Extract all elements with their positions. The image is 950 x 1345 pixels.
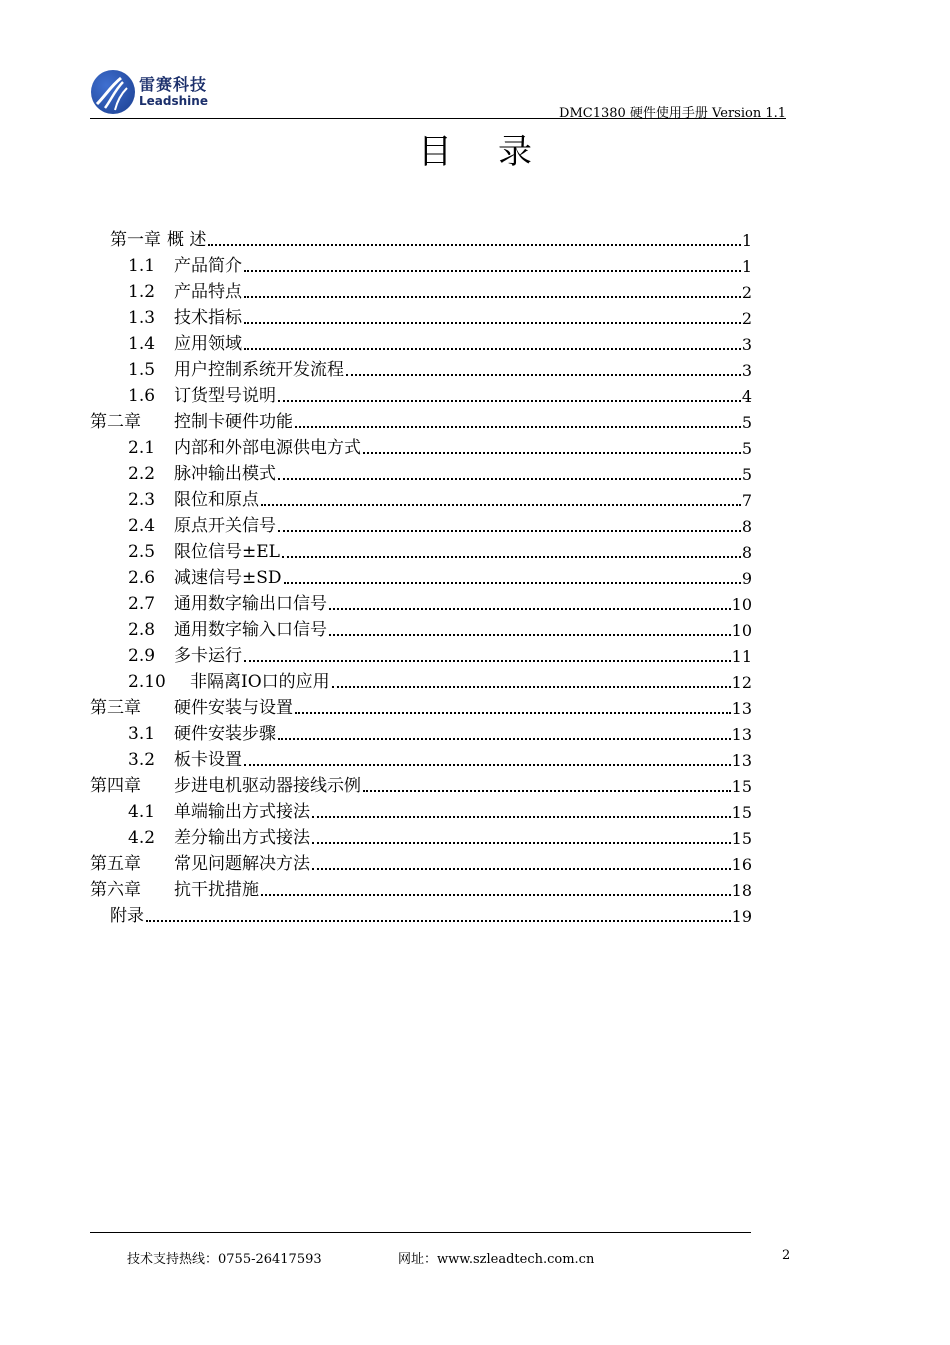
toc-dot-leader bbox=[332, 685, 731, 688]
toc-entry[interactable] bbox=[90, 692, 752, 718]
toc-entry-page: 1 bbox=[741, 257, 752, 276]
toc-entry-page: 13 bbox=[731, 725, 752, 744]
toc-entry-page: 13 bbox=[731, 751, 752, 770]
toc-entry[interactable] bbox=[90, 770, 752, 796]
toc-dot-leader bbox=[346, 373, 741, 376]
toc-dot-leader bbox=[278, 737, 731, 740]
toc-entry-title: 抗干扰措施 bbox=[174, 880, 259, 900]
toc-dot-leader bbox=[329, 607, 731, 610]
document-header-title: DMC1380 硬件使用手册 Version 1.1 bbox=[559, 106, 786, 121]
toc-entry-page: 10 bbox=[731, 621, 752, 640]
toc-entry-title: 概 述 bbox=[167, 230, 207, 250]
toc-entry-page: 15 bbox=[731, 777, 752, 796]
toc-entry-number: 2.5 bbox=[128, 542, 156, 562]
toc-entry[interactable] bbox=[90, 562, 752, 588]
toc-entry-number: 1.4 bbox=[128, 334, 156, 354]
toc-entry-title: 限位信号±EL bbox=[174, 542, 280, 562]
toc-entry-title: 非隔离IO口的应用 bbox=[190, 672, 330, 692]
toc-entry-title: 通用数字输入口信号 bbox=[174, 620, 327, 640]
toc-entry-page: 19 bbox=[731, 907, 752, 926]
toc-entry-title: 通用数字输出口信号 bbox=[174, 594, 327, 614]
footer-divider bbox=[90, 1232, 751, 1233]
toc-dot-leader bbox=[244, 659, 731, 662]
toc-entry-title: 脉冲输出模式 bbox=[174, 464, 276, 484]
toc-entry-page: 7 bbox=[741, 491, 752, 510]
toc-entry-number: 2.3 bbox=[128, 490, 156, 510]
toc-entry-page: 2 bbox=[741, 309, 752, 328]
toc-dot-leader bbox=[244, 269, 741, 272]
toc-entry-page: 1 bbox=[741, 231, 752, 250]
toc-entry-page: 3 bbox=[741, 335, 752, 354]
toc-entry-number: 2.8 bbox=[128, 620, 156, 640]
toc-entry[interactable] bbox=[90, 484, 752, 510]
toc-entry-title: 硬件安装与设置 bbox=[174, 698, 293, 718]
toc-entry-page: 10 bbox=[731, 595, 752, 614]
company-logo bbox=[91, 70, 208, 114]
toc-entry-page: 5 bbox=[741, 465, 752, 484]
toc-entry-number: 第三章 bbox=[90, 698, 141, 718]
toc-entry-number: 1.3 bbox=[128, 308, 156, 328]
toc-entry[interactable] bbox=[90, 822, 752, 848]
toc-entry-title: 应用领域 bbox=[174, 334, 242, 354]
toc-entry-number: 3.1 bbox=[128, 724, 156, 744]
toc-entry[interactable] bbox=[90, 458, 752, 484]
toc-entry-page: 16 bbox=[731, 855, 752, 874]
logo-en-text: Leadshine bbox=[139, 94, 208, 108]
toc-entry[interactable] bbox=[90, 796, 752, 822]
toc-entry-number: 第一章 bbox=[110, 230, 161, 250]
toc-entry[interactable] bbox=[90, 744, 752, 770]
toc-entry-page: 13 bbox=[731, 699, 752, 718]
toc-dot-leader bbox=[282, 555, 741, 558]
toc-entry-page: 18 bbox=[731, 881, 752, 900]
toc-entry-number: 第五章 bbox=[90, 854, 141, 874]
toc-dot-leader bbox=[312, 815, 731, 818]
toc-entry-title: 技术指标 bbox=[174, 308, 242, 328]
toc-entry-page: 12 bbox=[731, 673, 752, 692]
toc-entry[interactable] bbox=[90, 666, 752, 692]
toc-entry-page: 9 bbox=[741, 569, 752, 588]
toc-entry-title: 单端输出方式接法 bbox=[174, 802, 310, 822]
toc-dot-leader bbox=[261, 893, 731, 896]
toc-entry[interactable] bbox=[90, 276, 752, 302]
toc-entry[interactable] bbox=[90, 848, 752, 874]
toc-entry-page: 15 bbox=[731, 803, 752, 822]
toc-entry-title: 减速信号±SD bbox=[174, 568, 282, 588]
toc-entry-number: 1.1 bbox=[128, 256, 156, 276]
toc-dot-leader bbox=[312, 841, 731, 844]
leadshine-logo-icon bbox=[91, 70, 135, 114]
toc-entry-title: 控制卡硬件功能 bbox=[174, 412, 293, 432]
toc-entry-number: 第六章 bbox=[90, 880, 141, 900]
toc-dot-leader bbox=[312, 867, 731, 870]
toc-dot-leader bbox=[363, 789, 731, 792]
toc-dot-leader bbox=[284, 581, 741, 584]
toc-entry-number: 2.6 bbox=[128, 568, 156, 588]
toc-entry-number: 1.6 bbox=[128, 386, 156, 406]
toc-entry-number: 3.2 bbox=[128, 750, 156, 770]
toc-dot-leader bbox=[363, 451, 741, 454]
toc-entry-title: 限位和原点 bbox=[174, 490, 259, 510]
toc-dot-leader bbox=[244, 763, 731, 766]
toc-entry-title: 多卡运行 bbox=[174, 646, 242, 666]
toc-entry[interactable] bbox=[90, 718, 752, 744]
table-of-contents bbox=[90, 224, 752, 926]
toc-dot-leader bbox=[261, 503, 741, 506]
toc-entry-page: 5 bbox=[741, 439, 752, 458]
toc-entry[interactable] bbox=[90, 302, 752, 328]
toc-entry-title: 原点开关信号 bbox=[174, 516, 276, 536]
toc-dot-leader bbox=[244, 295, 741, 298]
toc-entry-number: 2.4 bbox=[128, 516, 156, 536]
toc-entry-title: 板卡设置 bbox=[174, 750, 242, 770]
toc-dot-leader bbox=[278, 399, 741, 402]
toc-dot-leader bbox=[278, 529, 741, 532]
toc-entry[interactable] bbox=[90, 510, 752, 536]
toc-dot-leader bbox=[295, 711, 731, 714]
toc-dot-leader bbox=[244, 321, 741, 324]
header-divider bbox=[90, 118, 786, 119]
toc-entry[interactable] bbox=[90, 380, 752, 406]
toc-dot-leader bbox=[208, 243, 740, 246]
toc-entry-page: 15 bbox=[731, 829, 752, 848]
toc-entry[interactable] bbox=[90, 900, 752, 926]
toc-entry-number: 2.2 bbox=[128, 464, 156, 484]
toc-entry-title: 内部和外部电源供电方式 bbox=[174, 438, 361, 458]
toc-entry[interactable] bbox=[90, 614, 752, 640]
toc-entry-number: 2.7 bbox=[128, 594, 156, 614]
toc-entry-page: 5 bbox=[741, 413, 752, 432]
toc-entry-page: 2 bbox=[741, 283, 752, 302]
toc-entry-title: 步进电机驱动器接线示例 bbox=[174, 776, 361, 796]
toc-entry[interactable] bbox=[90, 536, 752, 562]
footer-website: 网址：www.szleadtech.com.cn bbox=[398, 1252, 595, 1267]
toc-entry-page: 8 bbox=[741, 517, 752, 536]
toc-entry-number: 第二章 bbox=[90, 412, 141, 432]
toc-entry[interactable] bbox=[90, 224, 752, 250]
toc-entry-title: 产品特点 bbox=[174, 282, 242, 302]
toc-dot-leader bbox=[329, 633, 731, 636]
toc-entry-title: 差分输出方式接法 bbox=[174, 828, 310, 848]
toc-entry-number: 4.2 bbox=[128, 828, 156, 848]
toc-entry-number: 4.1 bbox=[128, 802, 156, 822]
toc-entry-page: 3 bbox=[741, 361, 752, 380]
toc-entry-title: 硬件安装步骤 bbox=[174, 724, 276, 744]
toc-entry-number: 2.10 bbox=[128, 672, 166, 692]
toc-entry[interactable] bbox=[90, 874, 752, 900]
footer-hotline: 技术支持热线：0755-26417593 bbox=[127, 1252, 322, 1267]
toc-dot-leader bbox=[295, 425, 741, 428]
toc-dot-leader bbox=[146, 919, 731, 922]
toc-entry[interactable] bbox=[90, 406, 752, 432]
toc-entry-title: 用户控制系统开发流程 bbox=[174, 360, 344, 380]
toc-entry-number: 2.9 bbox=[128, 646, 156, 666]
toc-entry-title: 附录 bbox=[110, 906, 144, 926]
toc-entry-page: 11 bbox=[731, 647, 752, 666]
toc-dot-leader bbox=[278, 477, 741, 480]
toc-entry-number: 1.5 bbox=[128, 360, 156, 380]
toc-entry-number: 2.1 bbox=[128, 438, 156, 458]
toc-entry-page: 4 bbox=[741, 387, 752, 406]
toc-entry[interactable] bbox=[90, 432, 752, 458]
toc-entry[interactable] bbox=[90, 328, 752, 354]
toc-dot-leader bbox=[244, 347, 741, 350]
toc-entry-title: 订货型号说明 bbox=[174, 386, 276, 406]
toc-entry-number: 1.2 bbox=[128, 282, 156, 302]
toc-entry-title: 产品简介 bbox=[174, 256, 242, 276]
page-title: 目录 bbox=[418, 132, 578, 172]
toc-entry-number: 第四章 bbox=[90, 776, 141, 796]
toc-entry[interactable] bbox=[90, 354, 752, 380]
page-number: 2 bbox=[782, 1248, 791, 1263]
toc-entry[interactable] bbox=[90, 588, 752, 614]
toc-entry-title: 常见问题解决方法 bbox=[174, 854, 310, 874]
toc-entry-page: 8 bbox=[741, 543, 752, 562]
toc-entry[interactable] bbox=[90, 640, 752, 666]
toc-entry[interactable] bbox=[90, 250, 752, 276]
logo-cn-text: 雷赛科技 bbox=[139, 75, 208, 94]
